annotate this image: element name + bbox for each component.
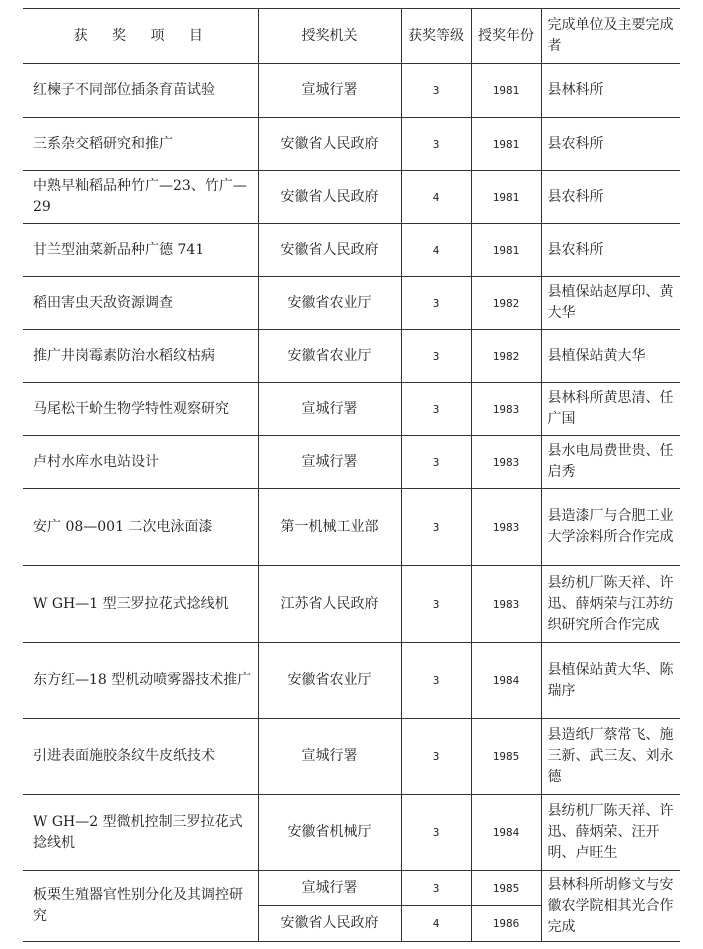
table-row (23, 224, 680, 277)
row-year: 1983 (471, 489, 541, 566)
awards-table (23, 8, 680, 942)
header-unit: 完成单位及主要完成者 (541, 9, 680, 64)
header-year: 授奖年份 (471, 9, 541, 64)
row-authority: 宣城行署 (258, 383, 401, 436)
row-grade: 3 (401, 719, 471, 795)
row-grade: 3 (401, 118, 471, 171)
table-row (23, 64, 680, 118)
row-unit: 县林科所黄思清、任广国 (541, 383, 680, 436)
row-unit: 县纺机厂陈天祥、许迅、薛炳荣与江苏纺织研究所合作完成 (541, 566, 680, 643)
row-unit: 县造漆厂与合肥工业大学涂料所合作完成 (541, 489, 680, 566)
row-grade: 3 (401, 383, 471, 436)
row-authority: 安徽省农业厅 (258, 330, 401, 383)
row-unit: 县植保站黄大华 (541, 330, 680, 383)
row-grade: 3 (401, 643, 471, 719)
row-year: 1981 (471, 224, 541, 277)
row-authority: 安徽省人民政府 (258, 171, 401, 224)
row-year: 1982 (471, 330, 541, 383)
row-project: W GH—2 型微机控制三罗拉花式捻线机 (23, 795, 258, 871)
row-grade: 3 (401, 795, 471, 871)
row-project: 推广井岗霉素防治水稻纹枯病 (23, 330, 258, 383)
table-row (23, 795, 680, 871)
row-year: 1984 (471, 643, 541, 719)
row-grade: 4 (401, 906, 471, 942)
row-project: 甘兰型油菜新品种广德 741 (23, 224, 258, 277)
row-unit: 县林科所胡修文与安徽农学院相其光合作完成 (541, 871, 680, 942)
header-grade: 获奖等级 (401, 9, 471, 64)
row-year: 1985 (471, 719, 541, 795)
row-authority: 宣城行署 (258, 719, 401, 795)
table-row (23, 871, 680, 906)
table-row (23, 566, 680, 643)
row-year: 1981 (471, 64, 541, 118)
header-project: 获 奖 项 目 (23, 9, 258, 64)
row-project: 稻田害虫天敌资源调查 (23, 277, 258, 330)
row-grade: 3 (401, 871, 471, 906)
table-row (23, 171, 680, 224)
table-row (23, 383, 680, 436)
row-project: 红楝子不同部位插条育苗试验 (23, 64, 258, 118)
row-project: 中熟早籼稻品种竹广—23、竹广—29 (23, 171, 258, 224)
row-year: 1981 (471, 171, 541, 224)
table-row (23, 330, 680, 383)
row-grade: 4 (401, 224, 471, 277)
row-year: 1985 (471, 871, 541, 906)
row-unit: 县纺机厂陈天祥、许迅、薛炳荣、汪开明、卢旺生 (541, 795, 680, 871)
row-authority: 安徽省农业厅 (258, 277, 401, 330)
row-authority: 宣城行署 (258, 64, 401, 118)
row-year: 1986 (471, 906, 541, 942)
row-project: 引进表面施胶条纹牛皮纸技术 (23, 719, 258, 795)
row-year: 1981 (471, 118, 541, 171)
table-row (23, 489, 680, 566)
row-year: 1983 (471, 566, 541, 643)
table-row (23, 277, 680, 330)
row-year: 1984 (471, 795, 541, 871)
row-grade: 3 (401, 64, 471, 118)
row-project: W GH—1 型三罗拉花式捻线机 (23, 566, 258, 643)
row-grade: 3 (401, 566, 471, 643)
row-authority: 江苏省人民政府 (258, 566, 401, 643)
row-project: 板栗生殖器官性别分化及其调控研究 (23, 871, 258, 942)
row-authority: 第一机械工业部 (258, 489, 401, 566)
table-row (23, 118, 680, 171)
row-authority: 安徽省机械厅 (258, 795, 401, 871)
row-project: 三系杂交稻研究和推广 (23, 118, 258, 171)
row-grade: 3 (401, 436, 471, 489)
row-grade: 4 (401, 171, 471, 224)
row-authority: 宣城行署 (258, 871, 401, 906)
row-authority: 安徽省人民政府 (258, 906, 401, 942)
row-year: 1982 (471, 277, 541, 330)
table-row (23, 643, 680, 719)
row-year: 1983 (471, 436, 541, 489)
header-authority: 授奖机关 (258, 9, 401, 64)
row-unit: 县农科所 (541, 224, 680, 277)
row-authority: 安徽省农业厅 (258, 643, 401, 719)
table-row (23, 719, 680, 795)
row-authority: 安徽省人民政府 (258, 224, 401, 277)
row-unit: 县水电局费世贵、任启秀 (541, 436, 680, 489)
header-row (23, 9, 680, 64)
row-year: 1983 (471, 383, 541, 436)
table-row (23, 436, 680, 489)
row-unit: 县植保站黄大华、陈瑞序 (541, 643, 680, 719)
row-project: 马尾松干蚧生物学特性观察研究 (23, 383, 258, 436)
row-authority: 安徽省人民政府 (258, 118, 401, 171)
row-authority: 宣城行署 (258, 436, 401, 489)
row-unit: 县造纸厂蔡常飞、施三新、武三友、刘永德 (541, 719, 680, 795)
row-unit: 县林科所 (541, 64, 680, 118)
row-unit: 县植保站赵厚印、黄大华 (541, 277, 680, 330)
row-project: 东方红—18 型机动喷雾器技术推广 (23, 643, 258, 719)
row-unit: 县农科所 (541, 171, 680, 224)
row-grade: 3 (401, 277, 471, 330)
row-project: 卢村水库水电站设计 (23, 436, 258, 489)
row-grade: 3 (401, 330, 471, 383)
row-unit: 县农科所 (541, 118, 680, 171)
row-grade: 3 (401, 489, 471, 566)
row-project: 安广 08—001 二次电泳面漆 (23, 489, 258, 566)
